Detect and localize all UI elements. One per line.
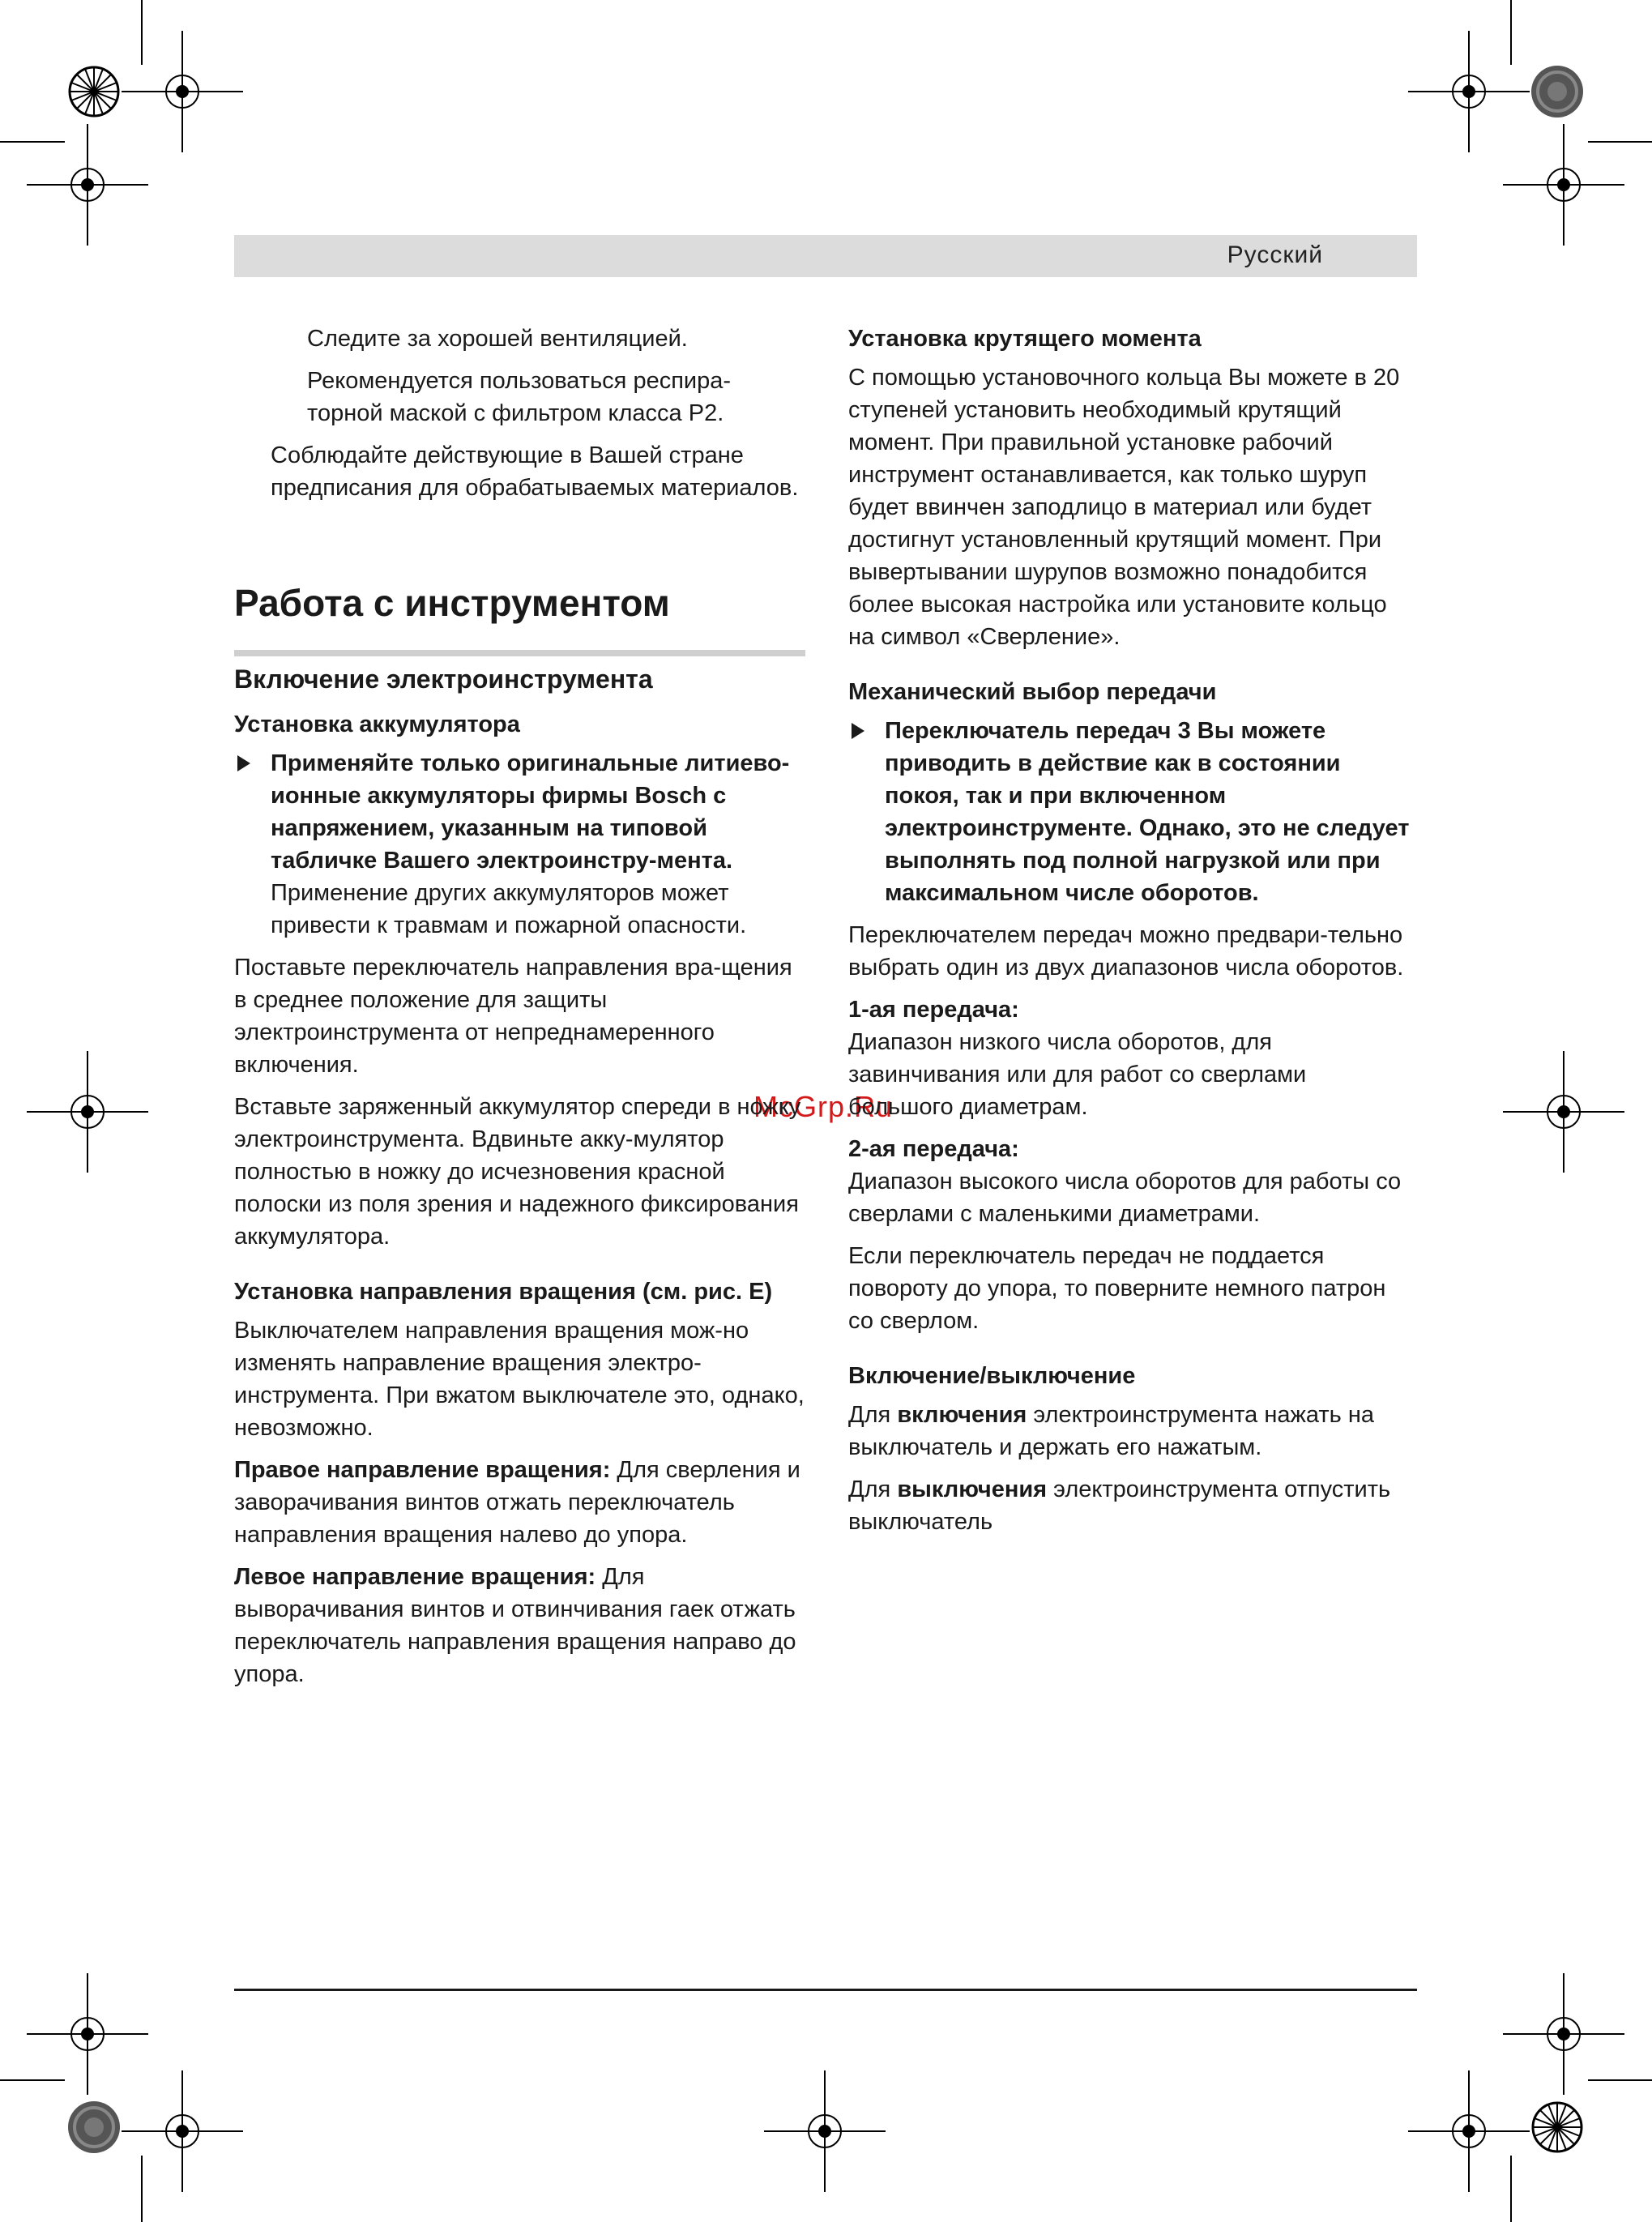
insert-paragraph: Вставьте заряженный аккумулятор спереди в ножку электроинструмента. Вдвиньте акку-мулятор полностью в ножку до исчезновения красной полоски из поля зрения и надежного фиксирования аккумулятора. [234,1094,801,1250]
torque-paragraph: С помощью установочного кольца Вы можете в 20 ступеней установить необходимый крутящий момент. При правильной установке рабочий инструмент останавливается, как только шуруп будет ввинчен заподлицо в материал или будет достигнут установленный крутящий момент. При вывертывании шурупов возможно понадобится более высокая настройка или установите кольцо на символ «Сверление». [848,365,1400,650]
switch-on-bold: включения [897,1402,1027,1428]
left-column [234,323,805,1700]
section-title: Работа с инструментом [234,582,670,624]
intro-line-1: Следите за хорошей вентиляцией. [307,326,688,352]
footer-rule [234,1989,1417,1991]
torque-heading: Установка крутящего момента [848,326,1202,352]
gear-paragraph: Переключателем передач можно предвари-тельно выбрать один из двух диапазонов числа оборотов. [848,922,1404,981]
left-direction-label: Левое направление вращения: [234,1564,596,1590]
gear-stuck-paragraph: Если переключатель передач не поддается повороту до упора, то поверните немного патрон со сверлом. [848,1243,1386,1334]
switch-on-text: электроинструмента нажать на выключатель и держать его нажатым. [848,1402,1374,1460]
switch-off-text: электроинструмента отпустить выключатель [848,1476,1391,1535]
bullet-triangle-icon [852,723,864,739]
gear1-label: 1-ая передача: [848,997,1019,1023]
intro-paragraph: Соблюдайте действующие в Вашей стране предписания для обрабатываемых материалов. [271,442,799,501]
right-direction-text: Для сверления и заворачивания винтов отжать переключатель направления вращения налево до упора. [234,1457,800,1548]
direction-heading: Установка направления вращения (см. рис. E) [234,1279,773,1305]
switch-off-paragraph [848,1473,1417,1538]
right-direction-paragraph [234,1454,805,1551]
gear1-text: Диапазон низкого числа оборотов, для завинчивания или для работ со сверлами большого диаметрам. [848,1029,1307,1120]
switch-off-prefix: Для [848,1476,898,1502]
battery-heading: Установка аккумулятора [234,711,520,737]
left-direction-paragraph [234,1561,805,1690]
gear-heading: Механический выбор передачи [848,679,1217,705]
language-label: Русский [1227,241,1323,268]
watermark: McGrp.Ru [753,1090,894,1123]
right-direction-label: Правое направление вращения: [234,1457,611,1483]
battery-bullet-bold: Применяйте только оригинальные литиево-ионные аккумуляторы фирмы Bosch с напряжением, указанным на типовой табличке Вашего электроинстру-мента. [271,750,790,874]
language-header-bar [234,235,1417,277]
right-column [848,323,1417,1548]
left-direction-text: Для выворачивания винтов и отвинчивания гаек отжать переключатель направления вращения направо до упора. [234,1564,796,1687]
gear-bullet [848,715,1417,909]
direction-paragraph: Выключателем направления вращения мож-но изменять направление вращения электро-инструмента. При вжатом выключателе это, однако, невозможно. [234,1318,805,1441]
switch-paragraph: Поставьте переключатель направления вра-щения в среднее положение для защиты электроинструмента от непреднамеренного включения. [234,955,792,1078]
battery-bullet [234,747,805,942]
gear-bullet-bold: Переключатель передач 3 Вы можете приводить в действие как в состоянии покоя, так и при включенном электроинструменте. Однако, это не следует выполнять под полной нагрузкой или при максимальном числе оборотов. [885,718,1410,906]
switch-on-paragraph [848,1399,1417,1464]
switch-on-prefix: Для [848,1402,898,1428]
gear2-label: 2-ая передача: [848,1136,1019,1162]
bullet-triangle-icon [237,755,250,771]
switch-off-bold: выключения [897,1476,1048,1502]
battery-bullet-text: Применение других аккумуляторов может привести к травмам и пожарной опасности. [271,880,747,938]
intro-line-2: Рекомендуется пользоваться респира-торной маской с фильтром класса P2. [307,368,732,426]
subsection-title: Включение электроинструмента [234,650,805,697]
gear2-text: Диапазон высокого числа оборотов для работы со сверлами с маленькими диаметрами. [848,1169,1402,1227]
onoff-heading: Включение/выключение [848,1363,1136,1389]
